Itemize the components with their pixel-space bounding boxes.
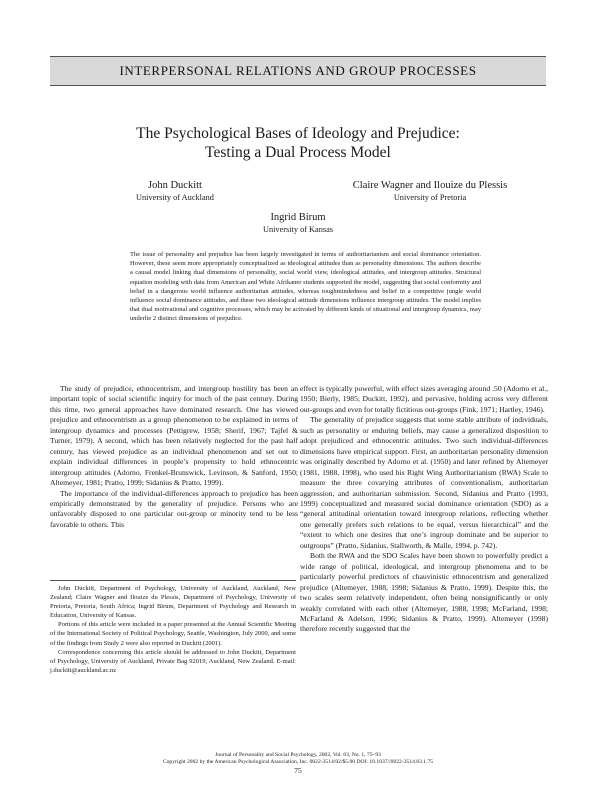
- author-affiliation: University of Auckland: [136, 193, 214, 202]
- author-name: Ingrid Birum: [270, 212, 326, 223]
- author-footnotes: [50, 584, 296, 675]
- journal-citation: Journal of Personality and Social Psychology, 2002, Vol. 83, No. 1, 75–93: [215, 752, 381, 758]
- footnote-divider: [50, 580, 296, 581]
- page-number: 75: [294, 766, 302, 775]
- body-paragraph: The generality of prejudice suggests that some stable attribute of individuals, such as personality or enduring beliefs, may cause a generalized disposition to adopt prejudiced and ethnocentric attitudes. Two such individual-differences dimensions have empirical support. First, an authoritarian personality dimension was originally described by Adorno et al. (1950) and later refined by Altemeyer (1981, 1988, 1998), who used his Right Wing Authoritarianism (RWA) Scale to measure the three covarying attributes of conventionalism, authoritarian aggression, and authoritarian submission. Second, Sidanius and Pratto (1993, 1999) conceptualized and measured social dominance orientation (SDO) as a “general attitudinal orientation toward intergroup relations, reflecting whether one generally prefers such relations to be equal, versus hierarchical” and the “extent to which one desires that one’s ingroup dominate and be superior to outgroups” (Pratto, Sidanius, Stallworth, & Malle, 1994, p. 742).: [300, 415, 548, 550]
- body-column-right: [300, 384, 548, 635]
- journal-info: [50, 752, 546, 766]
- author-affiliation: University of Pretoria: [393, 193, 467, 202]
- article-title-line-1: The Psychological Bases of Ideology and Prejudice:: [136, 125, 460, 142]
- footnote-affiliations: John Duckitt, Department of Psychology, University of Auckland, Auckland, New Zealand; Claire Wagner and Ilouize du Plessis, Department of Psychology, University of Pretoria, Pretoria, South Africa; Ingrid Birum, Department of Psychology and Research in Education, University of Kansas.: [50, 585, 296, 620]
- abstract: [130, 250, 481, 324]
- section-banner: [50, 56, 546, 86]
- abstract-text: The issue of personality and prejudice has been largely investigated in terms of authoritarianism and social dominance orientation. However, these seem more appropriately conceptualized as ideological attitudes than as personality dimensions. The authors describe a causal model linking dual dimensions of personality, social world view, ideological attitudes, and intergroup attitudes. Structural equation modeling with data from American and White Afrikaner students supported the model, suggesting that social conformity and belief in a dangerous world influence authoritarian attitudes, whereas toughmindedness and belief in a competitive jungle world influence social dominance attitudes, and these two ideological attitude dimensions influence intergroup attitudes. The model implies that dual motivational and cognitive processes, which may be activated by different kinds of situational and intergroup dynamics, may underlie 2 distinct dimensions of prejudice.: [130, 251, 481, 323]
- author-block-birum: [210, 212, 386, 235]
- body-paragraph: The study of prejudice, ethnocentrism, and intergroup hostility has been an important topic of social scientific inquiry for much of the past century. During this time, two general approaches have dominated research. One has viewed prejudice and ethnocentrism as a group phenomenon to be explained in terms of intergroup dynamics and processes (Pettigrew, 1958; Sherif, 1967; Tajfel & Turner, 1979). A second, which has been relatively neglected for the past half century, has viewed prejudice as an individual phenomenon and set out to explain individual differences in people’s propensity to hold ethnocentric intergroup attitudes (Adorno, Frenkel-Brunswick, Levinson, & Sanford, 1950; Altemeyer, 1981; Pratto, 1999; Sidanius & Pratto, 1999).: [50, 384, 298, 488]
- author-block-wagner-du-plessis: [300, 180, 560, 203]
- footnote-correspondence: Correspondence concerning this article should be addressed to John Duckitt, Department of Psychology, University of Auckland, Private Bag 92019, Auckland, New Zealand. E-mail: j.duckitt@auckland.ac.nz: [50, 648, 296, 674]
- copyright-line: Copyright 2002 by the American Psychological Association, Inc. 0022-3514/02/$5.00 DOI: 10.1037//0022-3514.83.1.75: [162, 759, 434, 765]
- section-title: INTERPERSONAL RELATIONS AND GROUP PROCESSES: [119, 63, 477, 78]
- author-block-duckitt: [90, 180, 260, 203]
- body-paragraph: Both the RWA and the SDO Scales have been shown to powerfully predict a wide range of political, ideological, and intergroup phenomena and to be particularly powerful predictors of chauvinistic ethnocentrism and generalized prejudice (Altemeyer, 1988, 1998; Sidanius & Pratto, 1999). Despite this, the two scales seem relatively independent, often being nonsignificantly or only weakly correlated with each other (Altemeyer, 1988, 1998; McFarland, 1998; McFarland & Adelson, 1996; Sidanius & Pratto, 1999). Altemeyer (1998) therefore recently suggested that the: [300, 551, 548, 634]
- footnote-presentation: Portions of this article were included in a paper presented at the Annual Scientific Meeting of the International Society of Political Psychology, Seattle, Washington, July 2000, and some of the findings from Study 2 were also reported in Duckitt (2001).: [50, 621, 296, 647]
- author-name: John Duckitt: [148, 180, 202, 191]
- author-name: Claire Wagner and Ilouize du Plessis: [352, 180, 508, 191]
- body-column-left: [50, 384, 298, 530]
- author-affiliation: University of Kansas: [262, 225, 334, 234]
- article-title-line-2: Testing a Dual Process Model: [205, 144, 391, 161]
- body-paragraph: effect is typically powerful, with effect sizes averaging around .50 (Adorno et al., 1950; Bierly, 1985; Duckitt, 1992), and pervasive, holding across very different out-groups and even for totally fictitious out-groups (Fink, 1971; Hartley, 1946).: [300, 384, 548, 414]
- body-paragraph: The importance of the individual-differences approach to prejudice has been empirically demonstrated by the generality of prejudice. Persons who are unfavorably disposed to one particular out-group or minority tend to be less favorable to others. This: [50, 488, 298, 529]
